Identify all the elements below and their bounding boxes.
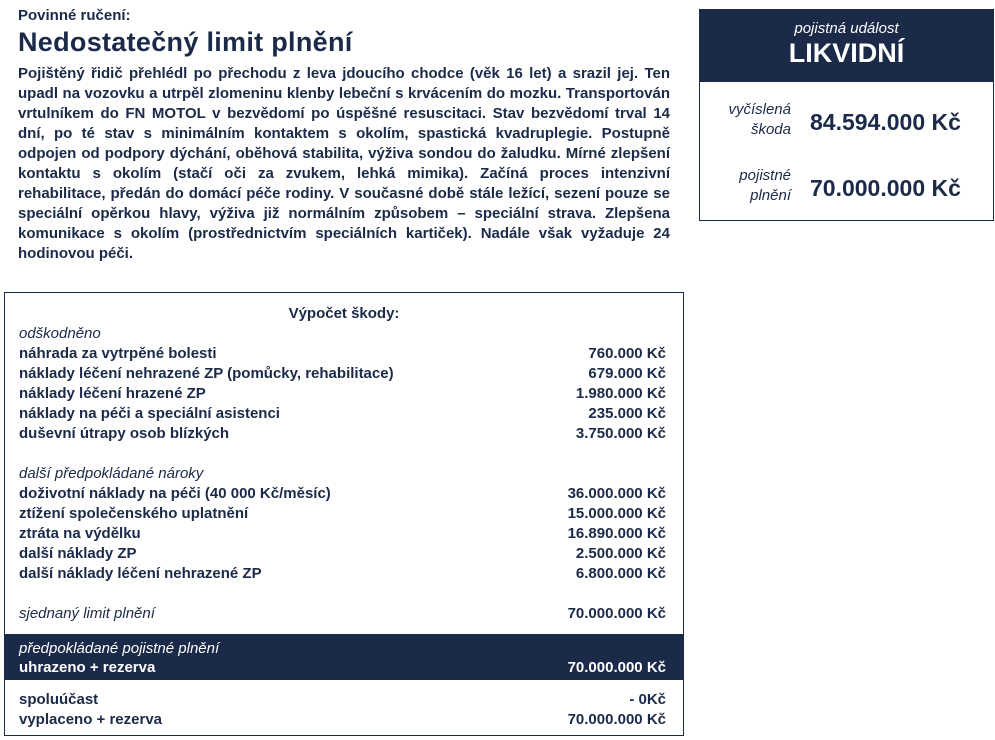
calculation-table (4, 292, 684, 736)
row-value: 36.000.000 Kč (567, 485, 666, 502)
summary-payout (700, 162, 995, 218)
row-value: 6.800.000 Kč (575, 565, 666, 582)
damage-label: vyčíslená škoda (728, 101, 791, 138)
table-row (19, 544, 666, 564)
limit-label: sjednaný limit plnění (19, 605, 155, 622)
calculation-title: Výpočet škody: (288, 305, 400, 322)
expected-payout-band (5, 634, 683, 680)
row-value: 3.750.000 Kč (575, 425, 666, 442)
row-label: další náklady léčení nehrazené ZP (19, 565, 262, 582)
row-value: 15.000.000 Kč (567, 505, 666, 522)
deductible-value: - 0Kč (629, 691, 666, 708)
section-label-further-claims (19, 464, 666, 484)
deductible-label: spoluúčast (19, 691, 99, 708)
band-label-row (19, 639, 666, 659)
case-description: Pojištěný řidič přehlédl po přechodu z leva jdoucího chodce (věk 16 let) a srazil jej. Ten upadl na vozovku a utrpěl zlomeninu klenby lebeční s krvácením do mozku. Transportován vrtulníkem do FN MOTOL v bezvědomí po úspěšné resuscitaci. Stav bezvědomí trval 14 dní, po té stav s minimálním kontaktem s okolím, spastická kvadruplegie. Postupně odpojen od podpory dýchání, oběhová stabilita, výživa sondou do žaludku. Mírné zlepšení kontaktu s okolím (stačí oči za zvukem, lehká mimika). Začíná proces intenzivní rehabilitace, předán do domácí péče rodiny. V současné době stále ležící, sezení pouze se speciální opěrkou hlavy, výživa již normálním způsobem – speciální strava. Zlepšena komunikace s okolím (prostřednictvím speciálních kartiček). Nadále však vyžaduje 24 hodinovou péči. (18, 65, 670, 262)
section-label: další předpokládané nároky (19, 465, 204, 482)
row-label: náklady na péči a speciální asistenci (19, 405, 280, 422)
table-row (19, 504, 666, 524)
row-value: 16.890.000 Kč (567, 525, 666, 542)
summary-damage (700, 96, 995, 152)
header-subtitle: Povinné ručení: (18, 7, 131, 24)
limit-value: 70.000.000 Kč (567, 605, 666, 622)
paid-row (19, 658, 666, 678)
payout-row (19, 710, 666, 730)
band-label: předpokládané pojistné plnění (19, 640, 220, 657)
row-value: 760.000 Kč (588, 345, 666, 362)
table-row (19, 344, 666, 364)
event-label: pojistná událost (794, 20, 899, 37)
payout-row-label: vyplaceno + rezerva (19, 711, 163, 728)
section-label-compensated (19, 324, 666, 344)
payout-value: 70.000.000 Kč (810, 175, 961, 201)
row-label: duševní útrapy osob blízkých (19, 425, 230, 442)
row-value: 679.000 Kč (588, 365, 666, 382)
table-row (19, 404, 666, 424)
damage-value: 84.594.000 Kč (810, 109, 961, 135)
summary-box (699, 9, 994, 221)
section-label: odškodněno (19, 325, 101, 342)
row-label: náklady léčení nehrazené ZP (pomůcky, rehabilitace) (19, 365, 394, 382)
table-row (19, 564, 666, 584)
table-row (19, 424, 666, 444)
summary-header (700, 10, 993, 82)
row-label: náhrada za vytrpěné bolesti (19, 345, 217, 362)
event-status: LIKVIDNÍ (788, 38, 905, 68)
limit-row (19, 604, 666, 624)
row-label: ztráta na výdělku (19, 525, 141, 542)
deductible-row (19, 690, 666, 710)
payout-label: pojistné plnění (739, 167, 791, 204)
row-label: doživotní náklady na péči (40 000 Kč/měsíc) (19, 485, 331, 502)
row-label: další náklady ZP (19, 545, 137, 562)
table-row (19, 384, 666, 404)
page-title: Nedostatečný limit plnění (18, 27, 353, 57)
row-value: 1.980.000 Kč (575, 385, 666, 402)
table-row (19, 524, 666, 544)
paid-value: 70.000.000 Kč (567, 659, 666, 676)
row-value: 235.000 Kč (588, 405, 666, 422)
row-label: náklady léčení hrazené ZP (19, 385, 206, 402)
paid-label: uhrazeno + rezerva (19, 659, 156, 676)
row-label: ztížení společenského uplatnění (19, 505, 249, 522)
table-row (19, 364, 666, 384)
table-row (19, 484, 666, 504)
row-value: 2.500.000 Kč (575, 545, 666, 562)
payout-row-value: 70.000.000 Kč (567, 711, 666, 728)
